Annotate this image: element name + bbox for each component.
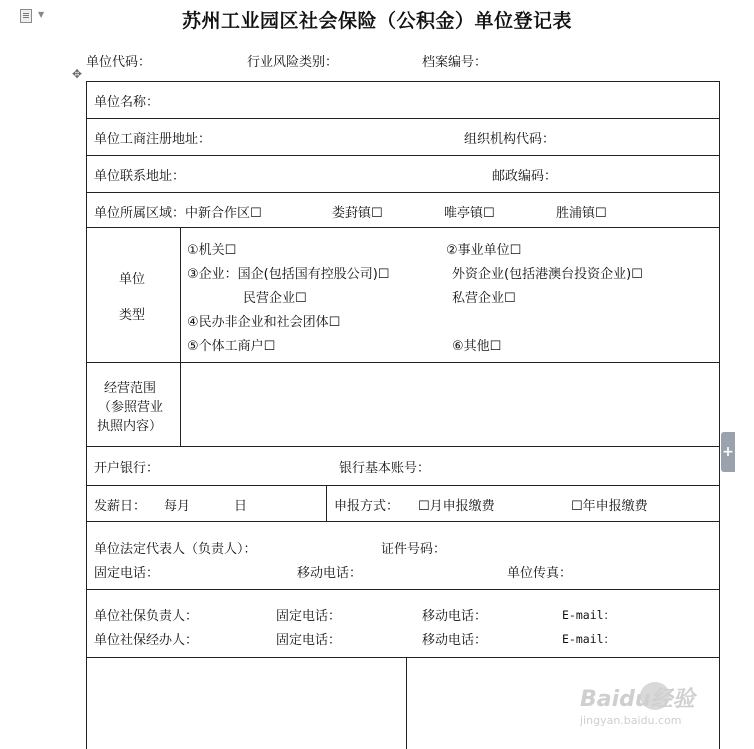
ss-handler-email-label: E-mail： [562, 632, 616, 646]
table-move-handle-icon[interactable]: ✥ [72, 67, 83, 81]
type-privately-owned-option[interactable]: 私营企业☐ [452, 291, 516, 306]
payday-day-text: 日 [234, 499, 248, 514]
ss-handler-label: 单位社保经办人： [94, 633, 199, 648]
column-divider [326, 485, 327, 521]
registered-address-label: 单位工商注册地址： [94, 132, 212, 147]
mobile-label: 移动电话： [297, 566, 363, 581]
type-foreign-enterprise-option[interactable]: 外资企业(包括港澳台投资企业)☐ [452, 267, 643, 282]
row-divider [86, 81, 720, 82]
row-divider [86, 192, 720, 193]
type-nonprofit-option[interactable]: ④民办非企业和社会团体☐ [187, 315, 341, 330]
type-government-option[interactable]: ①机关☐ [187, 243, 237, 258]
chevron-down-icon[interactable]: ▼ [38, 10, 45, 19]
legal-rep-label: 单位法定代表人（负责人）： [94, 542, 257, 557]
row-divider [86, 657, 720, 658]
business-scope-label: 经营范围 [104, 381, 157, 396]
id-number-label: 证件号码： [381, 542, 447, 557]
business-scope-field[interactable] [181, 363, 719, 446]
ss-head-mobile-label: 移动电话： [422, 609, 488, 624]
unit-type-label-top: 单位 [119, 272, 146, 287]
row-divider [86, 155, 720, 156]
column-divider [406, 657, 407, 749]
watermark-url: jingyan.baidu.com [580, 714, 682, 727]
expand-panel-button[interactable]: + [721, 432, 735, 472]
row-divider [86, 485, 720, 486]
watermark-brand: Baidu经验 [580, 687, 695, 712]
ss-handler-phone-label: 固定电话： [276, 633, 342, 648]
region-weiting-option[interactable]: 唯亭镇☐ [444, 206, 495, 221]
unit-name-label: 单位名称： [94, 95, 160, 110]
org-code-label: 组织机构代码： [464, 132, 556, 147]
ss-head-label: 单位社保负责人： [94, 609, 199, 624]
region-label[interactable]: 单位所属区域：中新合作区☐ [94, 206, 262, 221]
unit-type-label-bottom: 类型 [119, 308, 146, 323]
type-other-option[interactable]: ⑥其他☐ [452, 339, 502, 354]
business-scope-note: （参照营业 [98, 400, 164, 415]
business-scope-note: 执照内容） [97, 419, 163, 434]
industry-risk-label: 行业风险类别： [247, 55, 339, 70]
file-number-label: 档案编号： [422, 55, 488, 70]
ss-handler-mobile-label: 移动电话： [422, 633, 488, 648]
region-loufeng-option[interactable]: 娄葑镇☐ [332, 206, 383, 221]
type-individual-business-option[interactable]: ⑤个体工商户☐ [187, 339, 276, 354]
bank-account-label: 银行基本账号： [339, 461, 431, 476]
ss-head-phone-label: 固定电话： [276, 609, 342, 624]
unit-code-label: 单位代码： [86, 55, 152, 70]
row-divider [86, 446, 720, 447]
row-divider [86, 118, 720, 119]
payday-label: 发薪日： [94, 499, 147, 514]
declare-method-label: 申报方式： [334, 499, 400, 514]
landline-label: 固定电话： [94, 566, 160, 581]
ss-head-email-label: E-mail： [562, 608, 616, 622]
region-shengpu-option[interactable]: 胜浦镇☐ [556, 206, 607, 221]
type-private-enterprise-option[interactable]: 民营企业☐ [243, 291, 307, 306]
contact-address-label: 单位联系地址： [94, 169, 186, 184]
type-institution-option[interactable]: ②事业单位☐ [446, 243, 522, 258]
monthly-declare-option[interactable]: ☐月申报缴费 [418, 499, 495, 514]
payday-month-text: 每月 [164, 499, 191, 514]
row-divider [86, 521, 720, 522]
form-title: 苏州工业园区社会保险（公积金）单位登记表 [181, 10, 572, 32]
row-divider [86, 227, 720, 228]
type-state-enterprise-option[interactable]: ③企业：国企(包括国有控股公司)☐ [187, 267, 390, 282]
row-divider [86, 589, 720, 590]
table-border-left [86, 81, 87, 749]
postal-code-label: 邮政编码： [492, 169, 558, 184]
table-border-right [719, 81, 720, 749]
fax-label: 单位传真： [507, 566, 573, 581]
yearly-declare-option[interactable]: ☐年申报缴费 [571, 499, 648, 514]
bank-name-label: 开户银行： [94, 461, 160, 476]
